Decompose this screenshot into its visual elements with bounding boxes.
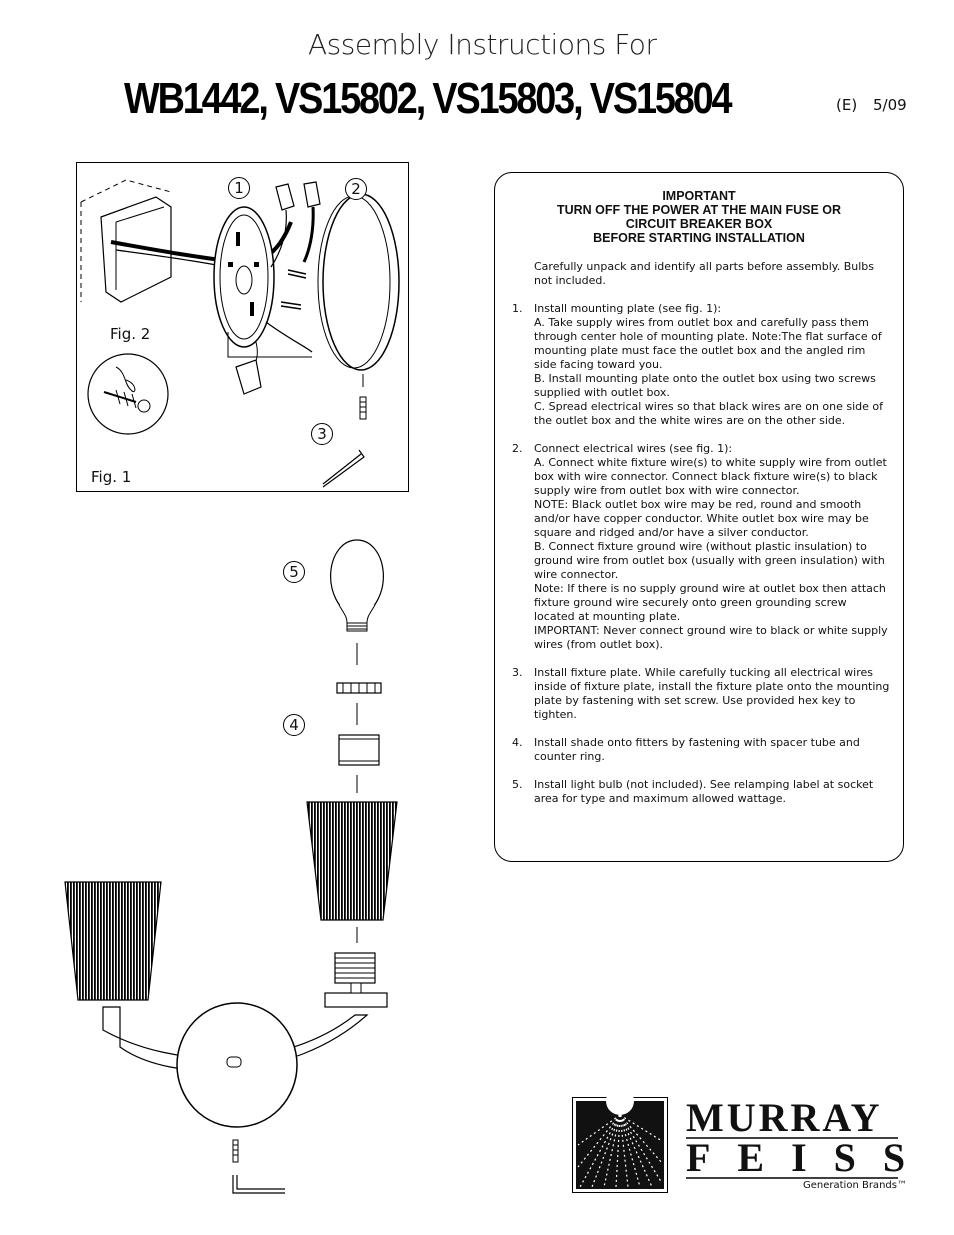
revision-date: 5/09 <box>873 96 907 114</box>
brand-name-line-1: MURRAY <box>686 1095 883 1140</box>
step-5 <box>512 778 890 806</box>
fixture-illustration <box>55 535 400 1200</box>
step-text: A. Connect white fixture wire(s) to white supply wire from outlet box with wire connector. Connect black fixture wire(s) to black supply wire from outlet box with wire connector. <box>534 456 887 497</box>
step-text: IMPORTANT: Never connect ground wire to black or white supply wires (from outlet box). <box>534 624 888 651</box>
important-line-2: TURN OFF THE POWER AT THE MAIN FUSE OR <box>556 203 841 217</box>
step-number: 4. <box>512 736 523 749</box>
step-text: A. Take supply wires from outlet box and carefully pass them through center hole of mounting plate. Note:The flat surface of mounting plate must face the outlet box and the angled rim side facing toward you. <box>534 316 882 371</box>
callout-5: 5 <box>283 561 305 583</box>
step-2 <box>512 442 890 652</box>
step-text: Install mounting plate (see fig. 1): <box>534 302 722 315</box>
step-text: B. Connect fixture ground wire (without plastic insulation) to ground wire from outlet box (usually with green insulation) with wire connector. <box>534 540 885 581</box>
edition-label: (E) <box>836 96 858 114</box>
important-line-3: CIRCUIT BREAKER BOX <box>625 217 773 231</box>
step-text: Note: If there is no supply ground wire at outlet box then attach fixture ground wire securely onto green grounding screw located at mounting plate. <box>534 582 886 623</box>
step-number: 5. <box>512 778 523 791</box>
steps-list <box>512 302 890 820</box>
callout-4: 4 <box>283 714 305 736</box>
callout-2: 2 <box>345 178 367 200</box>
step-text: Install light bulb (not included). See relamping label at socket area for type and maximum allowed wattage. <box>534 778 874 805</box>
step-3 <box>512 666 890 722</box>
step-text: Connect electrical wires (see fig. 1): <box>534 442 733 455</box>
step-text: Install shade onto fitters by fastening with spacer tube and counter ring. <box>534 736 860 763</box>
fig2-label: Fig. 2 <box>110 325 151 343</box>
brand-divider <box>686 1136 898 1140</box>
step-text: NOTE: Black outlet box wire may be red, round and smooth and/or have copper conductor. White outlet box wire may be square and ridged and/or have a silver conductor. <box>534 498 869 539</box>
step-number: 3. <box>512 666 523 679</box>
step-text: B. Install mounting plate onto the outlet box using two screws supplied with outlet box. <box>534 372 876 399</box>
step-text: C. Spread electrical wires so that black wires are on one side of the outlet box and the white wires are on the other side. <box>534 400 884 427</box>
step-number: 2. <box>512 442 523 455</box>
important-warning <box>494 189 904 245</box>
brand-tagline: Generation Brands™ <box>803 1180 907 1191</box>
model-numbers-title: WB1442, VS15802, VS15803, VS15804 <box>124 74 731 123</box>
important-line-1: IMPORTANT <box>662 189 736 203</box>
step-number: 1. <box>512 302 523 315</box>
intro-text: Carefully unpack and identify all parts before assembly. Bulbs not included. <box>534 260 875 287</box>
brand-name-line-2: FEISS <box>686 1135 933 1180</box>
callout-3: 3 <box>311 423 333 445</box>
step-4 <box>512 736 890 764</box>
murray-feiss-logo-icon <box>572 1097 668 1193</box>
step-1 <box>512 302 890 428</box>
fig1-label: Fig. 1 <box>91 468 132 486</box>
step-text: Install fixture plate. While carefully tucking all electrical wires inside of fixture plate, install the fixture plate onto the mounting plate by fastening with set screw. Use provided hex key to tighten. <box>534 666 890 721</box>
callout-1: 1 <box>228 177 250 199</box>
document-subtitle: Assembly Instructions For <box>308 28 657 61</box>
important-line-4: BEFORE STARTING INSTALLATION <box>593 231 805 245</box>
